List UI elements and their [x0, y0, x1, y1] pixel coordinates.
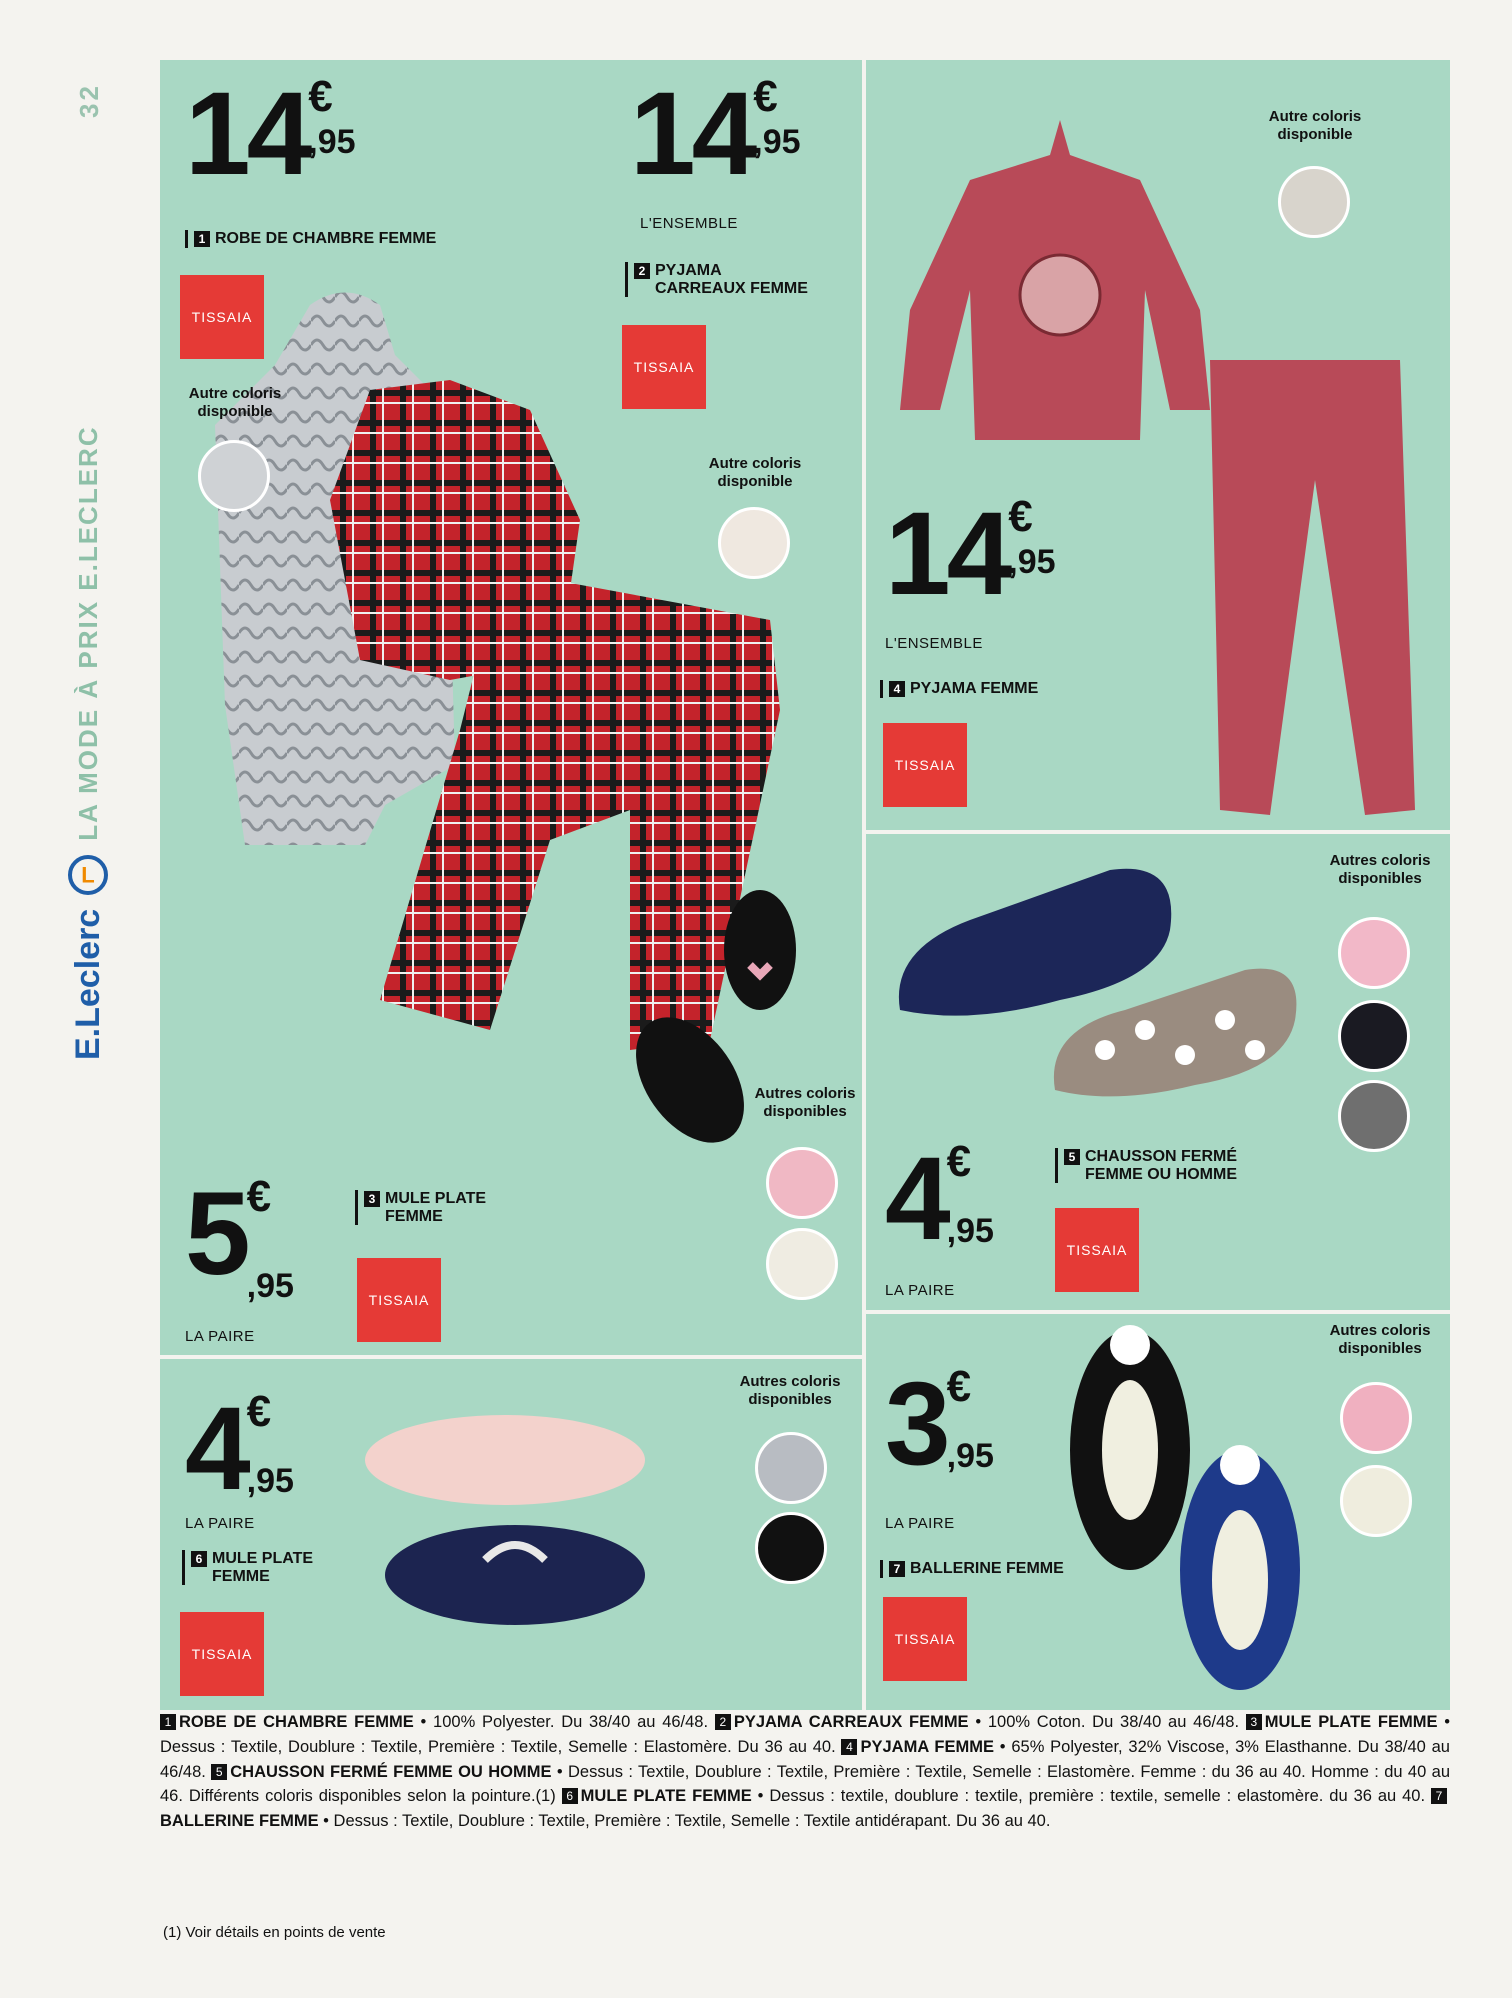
- product-number: 1: [194, 231, 210, 247]
- product-number: 7: [889, 1561, 905, 1577]
- product-label: ROBE DE CHAMBRE FEMME: [215, 230, 437, 247]
- price-currency: €: [246, 1387, 272, 1436]
- sub-paire: LA PAIRE: [885, 1515, 955, 1532]
- product-label: PYJAMA FEMME: [910, 680, 1039, 697]
- swatch-black-pink: [1338, 1000, 1410, 1072]
- detail-text: • Dessus : Textile, Doublure : Textile, Première : Textile, Semelle : Textile antidérapant. Du 36 au 40.: [318, 1812, 1051, 1830]
- price-cents: ,95: [753, 123, 801, 161]
- price-int: 4: [885, 1133, 947, 1265]
- label-mule-6: [182, 1550, 341, 1585]
- price-cents: ,95: [946, 1212, 994, 1250]
- pink-pyjama-pants-image: [1190, 350, 1430, 820]
- product-label: MULE PLATE FEMME: [385, 1190, 487, 1225]
- detail-text: • Dessus : textile, doublure : textile, première : textile, semelle : elastomère. du 36 au 40.: [751, 1787, 1431, 1806]
- label-robe: [185, 230, 436, 248]
- sub-ensemble: L'ENSEMBLE: [885, 635, 983, 652]
- price-currency: €: [308, 72, 333, 121]
- product-label: CHAUSSON FERMÉ FEMME OU HOMME: [1085, 1148, 1238, 1183]
- label-pyjama-femme: [880, 680, 1038, 698]
- price-cents: ,95: [1008, 543, 1056, 581]
- label-chausson: [1055, 1148, 1254, 1183]
- price-cents: ,95: [246, 1267, 294, 1305]
- detail-number: 6: [562, 1788, 578, 1804]
- pink-pyjama-top-image: [890, 110, 1230, 450]
- detail-name: ROBE DE CHAMBRE FEMME: [179, 1713, 414, 1731]
- tissaia-logo: TISSAIA: [180, 275, 264, 359]
- product-label: PYJAMA CARREAUX FEMME: [655, 262, 808, 297]
- tissaia-logo: TISSAIA: [357, 1258, 441, 1342]
- availability-note: Autre coloris disponible: [188, 385, 282, 420]
- price-currency: €: [246, 1172, 272, 1221]
- brand-spine: [60, 110, 116, 1060]
- detail-text: • Dessus : Textile, Doublure : Textile, Première : Textile, Semelle : Elastomère. Femme : du 36 au 40. Homme : du 40 au 46. Différents coloris disponibles selon la pointure.(1): [160, 1762, 1450, 1806]
- availability-note: Autre coloris disponible: [1268, 108, 1362, 143]
- swatch-pink-slipper: [1338, 917, 1410, 989]
- price-currency: €: [946, 1362, 972, 1411]
- product-label: BALLERINE FEMME: [910, 1560, 1064, 1577]
- price-cents: ,95: [308, 123, 356, 161]
- panel-divider-vertical: [862, 60, 866, 1710]
- price-int: 14: [185, 68, 309, 200]
- availability-note: Autres coloris disponibles: [754, 1085, 856, 1120]
- swatch-pink-heart: [766, 1147, 838, 1219]
- detail-name: PYJAMA FEMME: [860, 1737, 994, 1756]
- sub-paire: LA PAIRE: [185, 1328, 255, 1345]
- price-cents: ,95: [246, 1462, 294, 1500]
- mule-black-heart-image: [630, 890, 810, 1170]
- price-int: 14: [885, 488, 1009, 620]
- price-pyjama-carreaux: [630, 68, 801, 200]
- detail-number: 4: [841, 1739, 857, 1755]
- price-chausson: [885, 1133, 994, 1265]
- label-pyjama-carreaux: [625, 262, 809, 297]
- price-ballerine: [885, 1358, 994, 1490]
- detail-number: 1: [160, 1714, 176, 1730]
- footnote: (1) Voir détails en points de vente: [163, 1924, 386, 1941]
- detail-name: BALLERINE FEMME: [160, 1812, 319, 1830]
- price-int: 4: [185, 1383, 247, 1515]
- availability-note: Autres coloris disponibles: [1329, 1322, 1431, 1357]
- detail-text: • 100% Polyester. Du 38/40 au 46/48.: [413, 1713, 715, 1731]
- detail-2: [715, 1713, 1246, 1731]
- tissaia-logo: TISSAIA: [883, 723, 967, 807]
- detail-text: • Dessus : Textile, Doublure : Textile, Première : Textile, Semelle : Elastomère. Du 36 au 40.: [160, 1713, 1451, 1756]
- availability-note: Autres coloris disponibles: [1329, 852, 1431, 887]
- detail-text: • 100% Coton. Du 38/40 au 46/48.: [968, 1713, 1246, 1731]
- price-cents: ,95: [946, 1437, 994, 1475]
- detail-name: MULE PLATE FEMME: [580, 1787, 752, 1806]
- detail-number: 5: [211, 1764, 227, 1780]
- page-number: 32: [74, 83, 104, 118]
- detail-name: PYJAMA CARREAUX FEMME: [733, 1713, 969, 1731]
- price-int: 5: [185, 1168, 247, 1300]
- product-number: 5: [1064, 1149, 1080, 1165]
- product-details: [160, 1710, 1450, 1834]
- detail-number: 7: [1431, 1788, 1447, 1804]
- slipper-polka-image: [1045, 960, 1305, 1110]
- ballerina-image: [1060, 1320, 1320, 1710]
- panel-divider-left: [160, 1355, 862, 1359]
- swatch-hedgehog: [1278, 166, 1350, 238]
- price-currency: €: [946, 1137, 972, 1186]
- price-int: 14: [630, 68, 754, 200]
- mule-fluffy-image: [355, 1390, 675, 1640]
- price-currency: €: [753, 72, 778, 121]
- price-robe: [185, 68, 356, 200]
- tissaia-logo: TISSAIA: [883, 1597, 967, 1681]
- swatch-grey: [198, 440, 270, 512]
- label-ballerine: [880, 1560, 1064, 1578]
- detail-number: 3: [1246, 1714, 1262, 1730]
- swatch-black: [755, 1512, 827, 1584]
- price-pyjama-femme: [885, 488, 1056, 620]
- leclerc-logo-icon: [68, 855, 108, 895]
- product-number: 3: [364, 1191, 380, 1207]
- sub-ensemble: L'ENSEMBLE: [640, 215, 738, 232]
- product-number: 2: [634, 263, 650, 279]
- swatch-cream-ballerine: [1340, 1465, 1412, 1537]
- panel-divider-right: [866, 830, 1450, 834]
- sub-paire: LA PAIRE: [185, 1515, 255, 1532]
- tissaia-logo: TISSAIA: [622, 325, 706, 409]
- price-mule-6: [185, 1383, 294, 1515]
- sub-paire: LA PAIRE: [885, 1282, 955, 1299]
- availability-note: Autres coloris disponibles: [739, 1373, 841, 1408]
- label-mule-3: [355, 1190, 514, 1225]
- product-number: 6: [191, 1551, 207, 1567]
- price-int: 3: [885, 1358, 947, 1490]
- detail-text: • 65% Polyester, 32% Viscose, 3% Elasthanne. Du 38/40 au 46/48.: [160, 1737, 1450, 1781]
- logo-letter: L: [81, 861, 95, 887]
- detail-6: [562, 1787, 1431, 1805]
- detail-name: MULE PLATE FEMME: [1264, 1713, 1438, 1731]
- tagline: LA MODE À PRIX E.LECLERC: [72, 425, 103, 841]
- swatch-cream: [766, 1228, 838, 1300]
- panel-divider-right-2: [866, 1310, 1450, 1314]
- swatch-checked: [718, 507, 790, 579]
- product-label: MULE PLATE FEMME: [212, 1550, 314, 1585]
- detail-1: [160, 1713, 715, 1731]
- product-number: 4: [889, 681, 905, 697]
- swatch-grey-slipper: [1338, 1080, 1410, 1152]
- detail-name: CHAUSSON FERMÉ FEMME OU HOMME: [230, 1762, 552, 1781]
- swatch-grey-moon: [755, 1432, 827, 1504]
- price-mule-3: [185, 1168, 294, 1305]
- availability-note: Autre coloris disponible: [708, 455, 802, 490]
- brand-name: E.Leclerc: [68, 908, 107, 1060]
- detail-number: 2: [715, 1714, 731, 1730]
- tissaia-logo: TISSAIA: [1055, 1208, 1139, 1292]
- tissaia-logo: TISSAIA: [180, 1612, 264, 1696]
- swatch-pink-ballerine: [1340, 1382, 1412, 1454]
- price-currency: €: [1008, 492, 1033, 541]
